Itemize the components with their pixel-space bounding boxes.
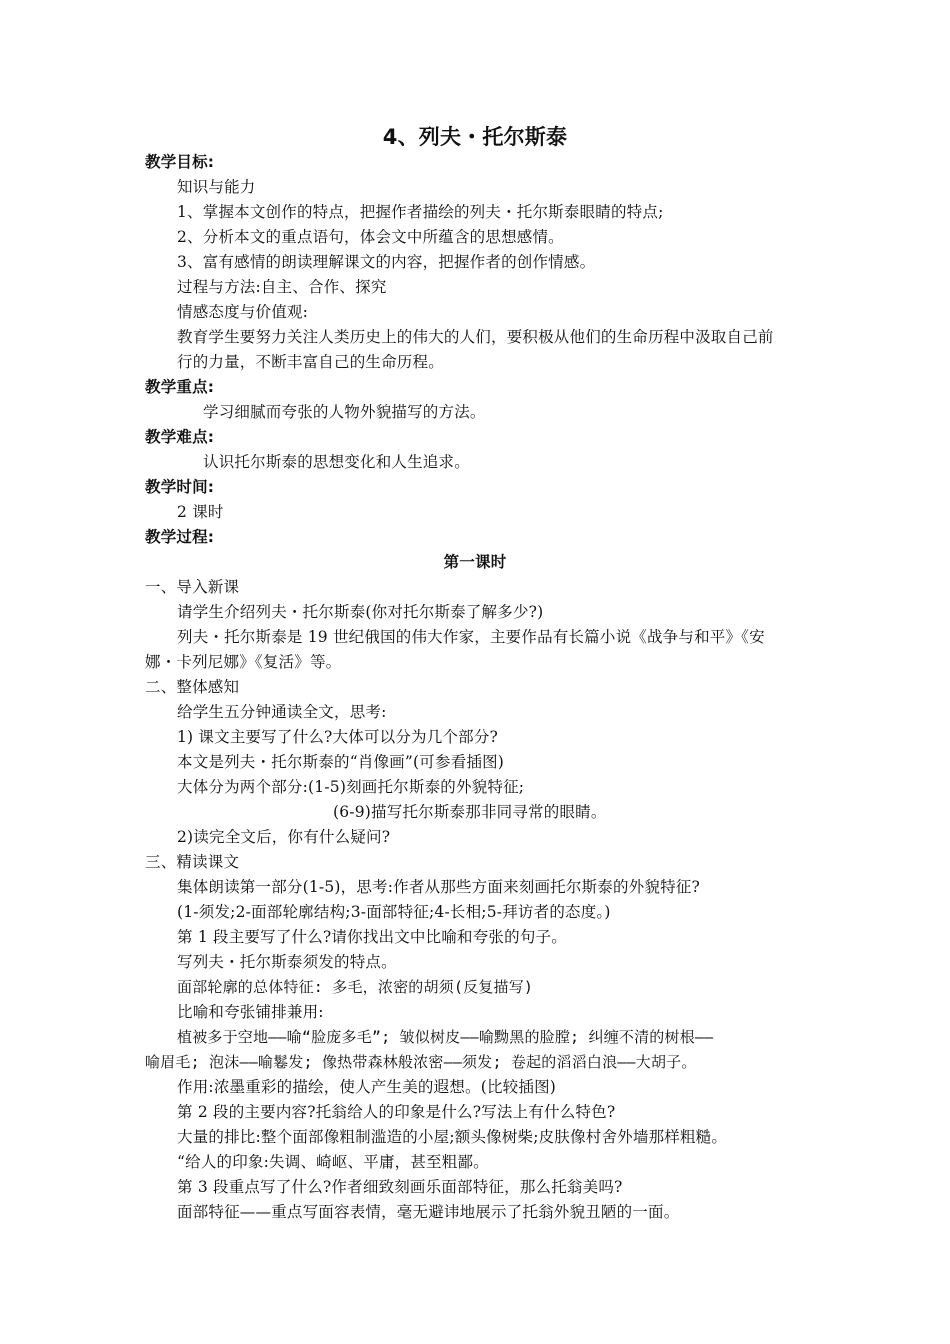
section-3-line-12: “给人的印象:失调、崎岖、平庸，甚至粗鄙。: [177, 1153, 489, 1171]
knowledge-label: 知识与能力: [177, 178, 256, 196]
time-text: 2 课时: [177, 503, 224, 521]
section-2-line-3: 本文是列夫・托尔斯泰的“肖像画”(可参看插图): [177, 753, 505, 771]
section-2-line-5: (6-9)描写托尔斯泰那非同寻常的眼睛。: [333, 803, 607, 821]
section-3-line-6: 比喻和夸张铺排兼用:: [177, 1003, 324, 1021]
section-3-line-9: 作用:浓墨重彩的描绘，使人产生美的遐想。(比较插图): [177, 1078, 557, 1096]
emotion-line-1: 教育学生要努力关注人类历史上的伟大的人们，要积极从他们的生命历程中汲取自己前: [177, 328, 774, 346]
section-2-line-6: 2)读完全文后，你有什么疑问?: [177, 828, 391, 846]
key-point-text: 学习细腻而夸张的人物外貌描写的方法。: [203, 403, 486, 421]
key-point-heading: 教学重点:: [145, 378, 215, 396]
objective-item-2: 2、分析本文的重点语句，体会文中所蕴含的思想感情。: [177, 228, 564, 246]
emotion-label: 情感态度与价值观:: [177, 303, 309, 321]
section-1-title: 一、导入新课: [145, 578, 240, 596]
section-1-line-1: 请学生介绍列夫・托尔斯泰(你对托尔斯泰了解多少?): [177, 603, 544, 621]
time-heading: 教学时间:: [145, 478, 215, 496]
section-3-line-10: 第 2 段的主要内容?托翁给人的印象是什么?写法上有什么特色?: [177, 1103, 616, 1121]
section-3-line-2: (1-须发;2-面部轮廓结构;3-面部特征;4-长相;5-拜访者的态度。): [177, 903, 611, 921]
process-heading: 教学过程:: [145, 528, 215, 546]
section-2-line-1: 给学生五分钟通读全文，思考:: [177, 703, 387, 721]
section-3-line-5: 面部轮廓的总体特征: 多毛，浓密的胡须(反复描写): [177, 978, 534, 996]
section-2-line-2: 1) 课文主要写了什么?大体可以分为几个部分?: [177, 728, 499, 746]
section-2-title: 二、整体感知: [145, 678, 240, 696]
section-3-line-11: 大量的排比:整个面部像粗制滥造的小屋;额头像树柴;皮肤像村舍外墙那样粗糙。: [177, 1128, 728, 1146]
difficulty-text: 认识托尔斯泰的思想变化和人生追求。: [203, 453, 470, 471]
section-3-title: 三、精读课文: [145, 853, 240, 871]
section-3-line-8: 喻眉毛; 泡沫——喻鬈发; 像热带森林般浓密——须发; 卷起的滔滔白浪——大胡子。: [145, 1053, 697, 1071]
section-3-line-3: 第 1 段主要写了什么?请你找出文中比喻和夸张的句子。: [177, 928, 567, 946]
section-3-line-4: 写列夫・托尔斯泰须发的特点。: [177, 953, 397, 971]
process-method: 过程与方法:自主、合作、探究: [177, 278, 387, 296]
lesson-title: 第一课时: [443, 553, 507, 571]
section-3-line-14: 面部特征——重点写面容表情，毫无避讳地展示了托翁外貌丑陋的一面。: [177, 1203, 680, 1221]
section-3-line-1: 集体朗读第一部分(1-5)，思考:作者从那些方面来刻画托尔斯泰的外貌特征?: [177, 878, 700, 896]
objective-item-1: 1、掌握本文创作的特点，把握作者描绘的列夫・托尔斯泰眼睛的特点;: [177, 203, 664, 221]
document-title: 4、列夫・托尔斯泰: [382, 125, 568, 149]
emotion-line-2: 行的力量，不断丰富自己的生命历程。: [177, 353, 444, 371]
section-3-line-13: 第 3 段重点写了什么?作者细致刻画乐面部特征，那么托翁美吗?: [177, 1178, 623, 1196]
section-1-line-2: 列夫・托尔斯泰是 19 世纪俄国的伟大作家，主要作品有长篇小说《战争与和平》《安: [177, 628, 765, 646]
section-2-line-4: 大体分为两个部分:(1-5)刻画托尔斯泰的外貌特征;: [177, 778, 525, 796]
section-1-line-3: 娜・卡列尼娜》《复活》等。: [145, 653, 342, 671]
objectives-heading: 教学目标:: [145, 153, 215, 171]
objective-item-3: 3、富有感情的朗读理解课文的内容，把握作者的创作情感。: [177, 253, 596, 271]
difficulty-heading: 教学难点:: [145, 428, 215, 446]
section-3-line-7: 植被多于空地——喻“脸庞多毛”; 皱似树皮——喻黝黑的脸膛; 纠缠不清的树根——: [177, 1028, 714, 1046]
